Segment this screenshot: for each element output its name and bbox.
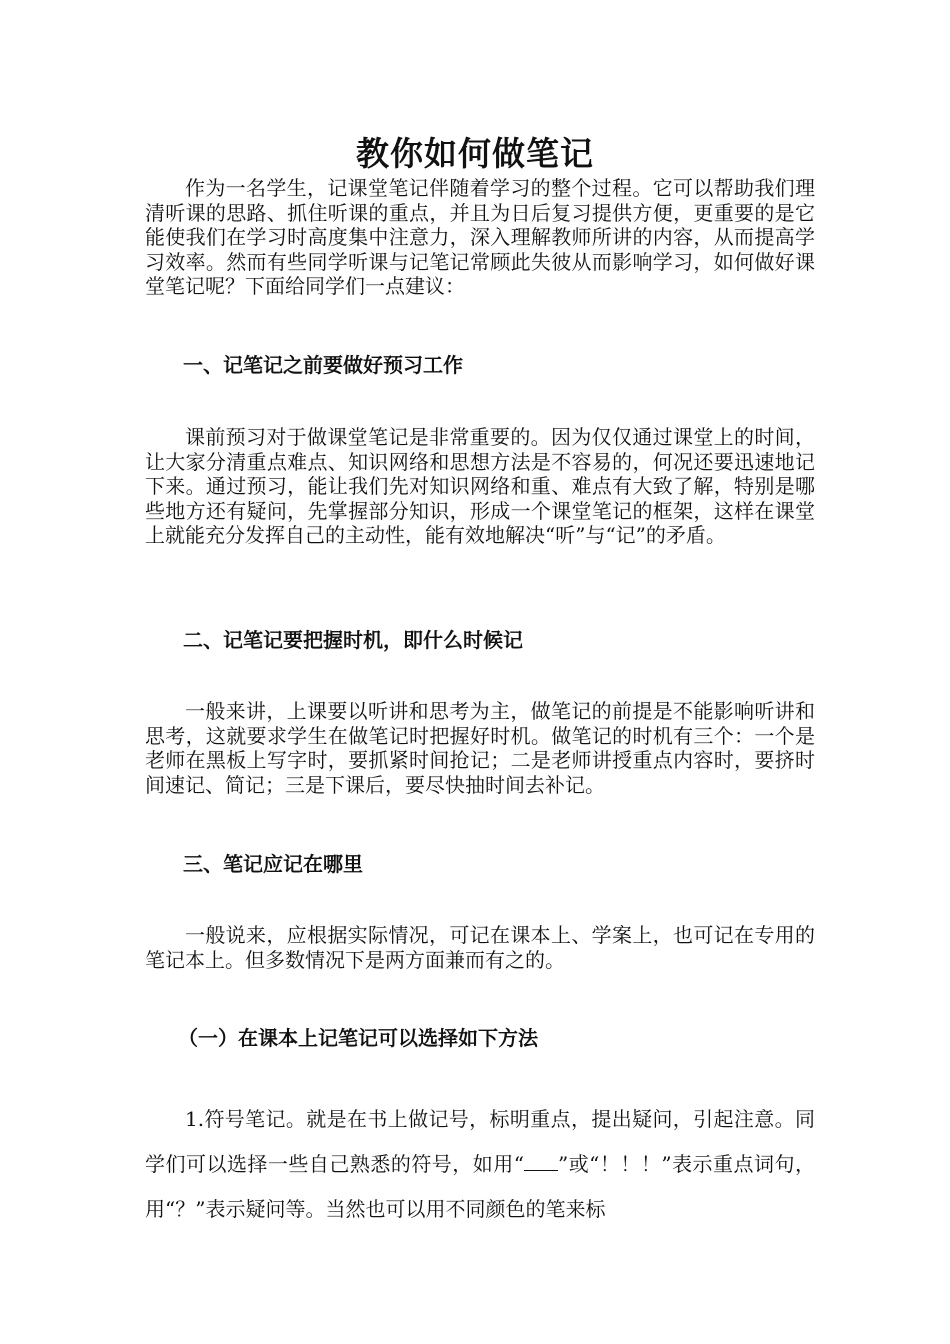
- method-item-lead: 1.符号笔记。就是在书上做记号，标明重点，提出疑问，引起注意。: [185, 1107, 795, 1131]
- page-title: 教你如何做笔记: [356, 134, 594, 173]
- section-body-1: 课前预习对于做课堂笔记是非常重要的。因为仅仅通过课堂上的时间，让大家分清重点难点、知识网络和思想方法是不容易的，何况还要迅速地记下来。通过预习，能让我们先对知识网络和重、难点有大致了解，特别是哪些地方还有疑问，先掌握部分知识，形成一个课堂笔记的框架，这样在课堂上就能充分发挥自己的主动性，能有效地解决“听”与“记”的矛盾。: [145, 425, 815, 547]
- method-item-paragraph: [145, 1097, 815, 1232]
- section-heading-1: 一、记笔记之前要做好预习工作: [183, 353, 463, 377]
- subsection-heading: （一）在课本上记笔记可以选择如下方法: [178, 1026, 538, 1050]
- underline-symbol: [524, 1152, 558, 1171]
- intro-paragraph: 作为一名学生，记课堂笔记伴随着学习的整个过程。它可以帮助我们理清听课的思路、抓住听课的重点，并且为日后复习提供方便，更重要的是它能使我们在学习时高度集中注意力，深入理解教师所讲的内容，从而提高学习效率。然而有些同学听课与记笔记常顾此失彼从而影响学习，如何做好课堂笔记呢？下面给同学们一点建议：: [145, 176, 815, 298]
- section-body-2: 一般来讲，上课要以听讲和思考为主，做笔记的前提是不能影响听讲和思考，这就要求学生在做笔记时把握好时机。做笔记的时机有三个：一个是老师在黑板上写字时，要抓紧时间抢记；二是老师讲授重点内容时，要挤时间速记、简记；三是下课后，要尽快抽时间去补记。: [145, 699, 815, 797]
- section-heading-2: 二、记笔记要把握时机，即什么时候记: [183, 628, 523, 652]
- method-item-text-a: 同学们可以选择一些自己熟悉的符号，如用“: [145, 1107, 815, 1176]
- method-item-text-b: ”或“！！！”表示重点词句，用“？”表示疑问等。当然也可以用不同颜色的笔来标: [145, 1152, 815, 1221]
- section-heading-3: 三、笔记应记在哪里: [183, 852, 363, 876]
- section-body-3: 一般说来，应根据实际情况，可记在课本上、学案上，也可记在专用的笔记本上。但多数情况下是两方面兼而有之的。: [145, 923, 815, 972]
